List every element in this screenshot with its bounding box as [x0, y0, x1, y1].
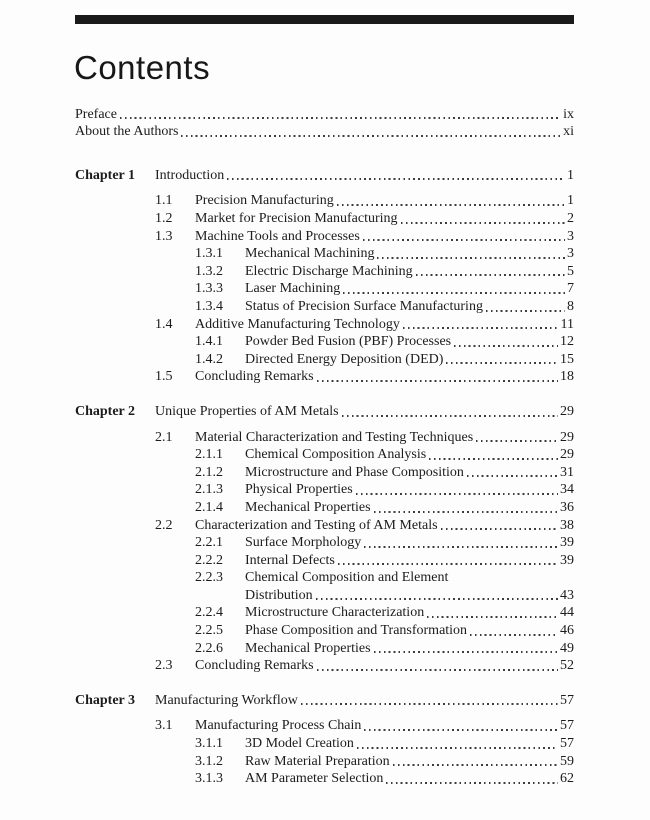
toc-entry — [75, 481, 574, 499]
dot-leader — [338, 563, 558, 565]
dot-leader — [120, 117, 561, 119]
dot-leader — [301, 703, 558, 705]
toc-entry — [75, 517, 574, 535]
toc-entry-number: 2.2.1 — [195, 535, 223, 551]
toc-entry-number: 2.2.2 — [195, 552, 223, 568]
dot-leader — [342, 415, 558, 417]
dot-leader — [467, 475, 558, 477]
dot-leader — [227, 178, 565, 180]
toc-entry-title: Concluding Remarks — [195, 369, 314, 385]
dot-leader — [454, 345, 558, 347]
toc-entry-number: 1.2 — [155, 211, 173, 227]
page-number: 62 — [560, 771, 574, 787]
page-number: 34 — [560, 482, 574, 498]
toc-entry-title: Internal Defects — [245, 552, 335, 568]
toc-entry-title: Chemical Composition Analysis — [245, 447, 427, 463]
toc-entry-title: Electric Discharge Machining — [245, 263, 413, 279]
toc-entry-number: 1.5 — [155, 369, 173, 385]
toc-entry-title: Distribution — [245, 587, 313, 603]
toc-entry-title: Machine Tools and Processes — [195, 228, 360, 244]
page-number: 15 — [560, 351, 574, 367]
toc-entry-number: 2.2.6 — [195, 640, 223, 656]
toc-entry-number: 3.1 — [155, 718, 173, 734]
page-number: 39 — [560, 535, 574, 551]
dot-leader — [343, 292, 565, 294]
chapter-label: Chapter 1 — [75, 167, 136, 183]
page-number: 57 — [560, 692, 574, 708]
toc-entry-number: 1.3.4 — [195, 298, 223, 314]
toc-entry-continuation — [75, 587, 574, 605]
toc-entry-number: 3.1.3 — [195, 771, 223, 787]
page-number: 31 — [560, 464, 574, 480]
toc-entry-title: Status of Precision Surface Manufacturing — [245, 298, 483, 314]
toc-entry-title: Concluding Remarks — [195, 658, 314, 674]
dot-leader — [181, 135, 561, 137]
toc-entry — [75, 657, 574, 675]
toc-entry — [75, 351, 574, 369]
toc-entry-number: 1.3.1 — [195, 246, 223, 262]
chapter-block — [75, 692, 574, 788]
top-rule — [75, 15, 574, 24]
toc-entry — [75, 622, 574, 640]
toc-entry — [75, 210, 574, 228]
toc-entry-number: 1.1 — [155, 193, 173, 209]
toc-content — [75, 0, 574, 788]
toc-entry — [75, 534, 574, 552]
toc-entry — [75, 604, 574, 622]
toc-entry — [75, 753, 574, 771]
toc-entry-number: 2.1.2 — [195, 464, 223, 480]
toc-entry-number: 2.2.4 — [195, 605, 223, 621]
front-matter-entry — [75, 123, 574, 141]
dot-leader — [486, 310, 565, 312]
front-matter-entry — [75, 106, 574, 124]
toc-entry — [75, 368, 574, 386]
dot-leader — [316, 598, 558, 600]
toc-entry-title: Market for Precision Manufacturing — [195, 211, 398, 227]
toc-entry-title: 3D Model Creation — [245, 736, 354, 752]
page-number: 49 — [560, 640, 574, 656]
page-number: 57 — [560, 718, 574, 734]
chapter-label: Chapter 2 — [75, 403, 136, 419]
dot-leader — [377, 257, 565, 259]
toc-entry — [75, 464, 574, 482]
toc-entry — [75, 640, 574, 658]
toc-entry-number: 1.4 — [155, 316, 173, 332]
page-number: 29 — [560, 447, 574, 463]
toc-entry-number: 3.1.1 — [195, 736, 223, 752]
toc-entry-title: Directed Energy Deposition (DED) — [245, 351, 444, 367]
toc-entry — [75, 245, 574, 263]
toc-entry-number: 2.1.1 — [195, 447, 223, 463]
toc-entry-title: Characterization and Testing of AM Metals — [195, 517, 438, 533]
toc-entry-number: 2.1.3 — [195, 482, 223, 498]
page-number: 57 — [560, 736, 574, 752]
dot-leader — [476, 440, 558, 442]
page-number: 11 — [560, 316, 574, 332]
toc-entry-title: AM Parameter Selection — [245, 771, 384, 787]
dot-leader — [317, 380, 558, 382]
toc-entry-title: Manufacturing Process Chain — [195, 718, 362, 734]
chapter-title: Unique Properties of AM Metals — [155, 403, 339, 419]
toc-entry — [75, 499, 574, 517]
toc-entry-title: Mechanical Machining — [245, 246, 375, 262]
toc-entry — [75, 333, 574, 351]
toc-entry-title: Additive Manufacturing Technology — [195, 316, 400, 332]
page-number: 2 — [567, 211, 574, 227]
chapter-label: Chapter 3 — [75, 692, 136, 708]
toc-entry — [75, 552, 574, 570]
dot-leader — [356, 493, 558, 495]
toc-entry-title: Phase Composition and Transformation — [245, 623, 468, 639]
toc-entry-number: 1.3 — [155, 228, 173, 244]
dot-leader — [446, 362, 558, 364]
toc-entry-number: 1.3.2 — [195, 263, 223, 279]
toc-entry-title: Preface — [75, 106, 117, 122]
page-number: 46 — [560, 623, 574, 639]
chapter-title: Manufacturing Workflow — [155, 692, 298, 708]
dot-leader — [317, 669, 558, 671]
dot-leader — [429, 458, 558, 460]
dot-leader — [357, 747, 558, 749]
chapter-heading — [75, 167, 574, 185]
toc-entry-title: Surface Morphology — [245, 535, 362, 551]
toc-entry-title: About the Authors — [75, 124, 179, 140]
toc-entry — [75, 280, 574, 298]
page-number: 5 — [567, 263, 574, 279]
page-number: 1 — [567, 167, 574, 183]
page-number: 29 — [560, 403, 574, 419]
toc-entry — [75, 770, 574, 788]
page-number: xi — [563, 124, 574, 140]
dot-leader — [401, 222, 565, 224]
front-matter-list — [75, 106, 574, 141]
toc-entry — [75, 569, 574, 587]
toc-entry-number: 2.2.3 — [195, 570, 223, 586]
toc-entry-title: Physical Properties — [245, 482, 353, 498]
toc-entry-title: Microstructure and Phase Composition — [245, 464, 464, 480]
toc-entry-title: Material Characterization and Testing Techniques — [195, 429, 474, 445]
toc-entry-number: 2.3 — [155, 658, 173, 674]
chapter-list — [75, 167, 574, 788]
toc-entry-title: Powder Bed Fusion (PBF) Processes — [245, 334, 452, 350]
toc-entry-title: Microstructure Characterization — [245, 605, 425, 621]
dot-leader — [470, 634, 558, 636]
toc-entry — [75, 446, 574, 464]
page-number: 3 — [567, 228, 574, 244]
toc-entry-number: 3.1.2 — [195, 753, 223, 769]
page-number: 1 — [567, 193, 574, 209]
dot-leader — [393, 764, 558, 766]
toc-entry — [75, 263, 574, 281]
page-number: ix — [563, 106, 574, 122]
page-number: 7 — [567, 281, 574, 297]
page-title: Contents — [74, 49, 211, 86]
dot-leader — [386, 782, 558, 784]
toc-entry — [75, 735, 574, 753]
dot-leader — [441, 528, 558, 530]
toc-entry — [75, 298, 574, 316]
toc-entry-title: Precision Manufacturing — [195, 193, 334, 209]
toc-entry-title: Raw Material Preparation — [245, 753, 390, 769]
dot-leader — [374, 511, 558, 513]
toc-entry — [75, 192, 574, 210]
toc-entry-title: Chemical Composition and Element — [245, 570, 449, 586]
dot-leader — [374, 651, 558, 653]
toc-entry-number: 1.4.1 — [195, 334, 223, 350]
page-number: 36 — [560, 499, 574, 515]
page-number: 3 — [567, 246, 574, 262]
dot-leader — [364, 546, 558, 548]
chapter-block — [75, 403, 574, 675]
dot-leader — [416, 274, 565, 276]
toc-entry — [75, 429, 574, 447]
toc-entry-title: Laser Machining — [245, 281, 341, 297]
toc-entry-number: 1.4.2 — [195, 351, 223, 367]
page-number: 59 — [560, 753, 574, 769]
page-number: 44 — [560, 605, 574, 621]
dot-leader — [403, 327, 559, 329]
dot-leader — [364, 729, 558, 731]
page-number: 8 — [567, 298, 574, 314]
page-number: 39 — [560, 552, 574, 568]
page-number: 43 — [560, 587, 574, 603]
chapter-block — [75, 167, 574, 386]
chapter-title: Introduction — [155, 167, 225, 183]
page-number: 12 — [560, 334, 574, 350]
page-number: 29 — [560, 429, 574, 445]
chapter-heading — [75, 692, 574, 710]
toc-entry — [75, 717, 574, 735]
toc-entry-number: 2.1 — [155, 429, 173, 445]
dot-leader — [363, 239, 565, 241]
toc-entry-title: Mechanical Properties — [245, 640, 371, 656]
toc-entry-number: 2.2.5 — [195, 623, 223, 639]
page-number: 18 — [560, 369, 574, 385]
toc-entry-title: Mechanical Properties — [245, 499, 371, 515]
toc-entry-number: 1.3.3 — [195, 281, 223, 297]
dot-leader — [337, 204, 565, 206]
toc-entry-number: 2.1.4 — [195, 499, 223, 515]
toc-entry — [75, 316, 574, 334]
chapter-heading — [75, 403, 574, 421]
toc-entry — [75, 228, 574, 246]
page-number: 52 — [560, 658, 574, 674]
toc-entry-number: 2.2 — [155, 517, 173, 533]
page-number: 38 — [560, 517, 574, 533]
dot-leader — [427, 616, 558, 618]
